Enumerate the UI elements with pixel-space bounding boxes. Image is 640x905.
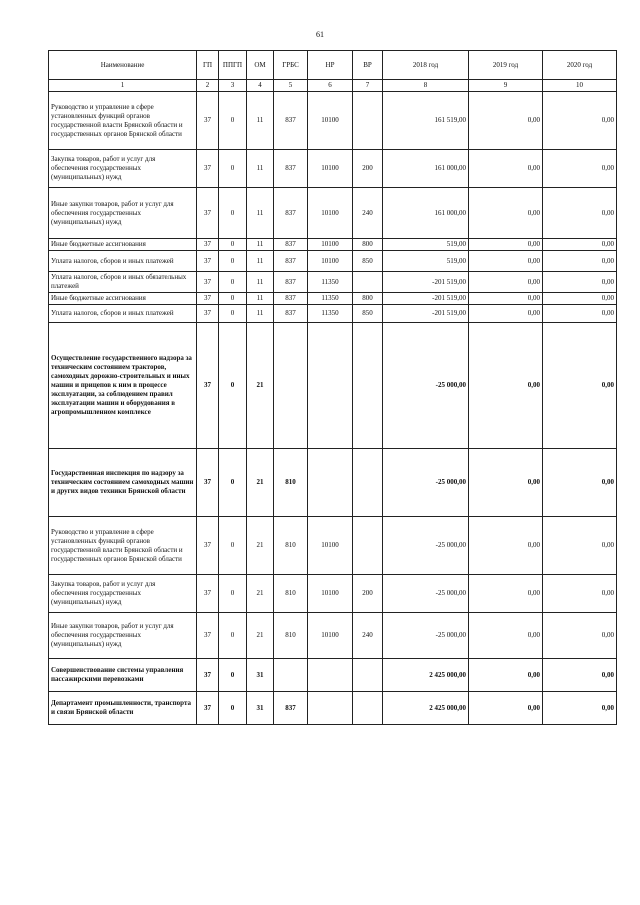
row-ppgp: 0 <box>219 305 247 323</box>
row-2020: 0,00 <box>543 692 617 725</box>
header-vr: ВР <box>353 51 383 80</box>
row-ppgp: 0 <box>219 272 247 293</box>
row-vr: 800 <box>353 239 383 251</box>
row-nr <box>308 692 353 725</box>
row-2018: -201 519,00 <box>383 293 469 305</box>
row-2019: 0,00 <box>469 575 543 613</box>
table-row <box>49 251 617 272</box>
row-om: 31 <box>247 692 274 725</box>
row-2020: 0,00 <box>543 92 617 150</box>
row-2020: 0,00 <box>543 659 617 692</box>
row-name: Руководство и управление в сфере установленных функций органов государственной власти Брянской области и государственных органов Брянской области <box>49 92 197 150</box>
column-number: 5 <box>274 80 308 92</box>
row-gp: 37 <box>197 305 219 323</box>
row-om: 11 <box>247 239 274 251</box>
table-row <box>49 323 617 449</box>
row-nr: 10100 <box>308 188 353 239</box>
row-nr: 10100 <box>308 150 353 188</box>
row-grbs: 837 <box>274 150 308 188</box>
row-2020: 0,00 <box>543 323 617 449</box>
table-row <box>49 517 617 575</box>
row-om: 21 <box>247 517 274 575</box>
row-grbs: 837 <box>274 272 308 293</box>
row-name: Департамент промышленности, транспорта и связи Брянской области <box>49 692 197 725</box>
header-2020: 2020 год <box>543 51 617 80</box>
row-vr <box>353 272 383 293</box>
page-number: 61 <box>316 30 324 39</box>
row-2018: -201 519,00 <box>383 305 469 323</box>
table-row <box>49 150 617 188</box>
row-2020: 0,00 <box>543 188 617 239</box>
row-2018: 519,00 <box>383 251 469 272</box>
row-nr: 10100 <box>308 92 353 150</box>
row-2018: -25 000,00 <box>383 517 469 575</box>
column-number: 9 <box>469 80 543 92</box>
row-om: 11 <box>247 293 274 305</box>
row-ppgp: 0 <box>219 613 247 659</box>
row-2020: 0,00 <box>543 305 617 323</box>
row-2019: 0,00 <box>469 251 543 272</box>
row-ppgp: 0 <box>219 323 247 449</box>
row-gp: 37 <box>197 293 219 305</box>
table-row <box>49 188 617 239</box>
row-vr: 240 <box>353 613 383 659</box>
row-name: Государственная инспекция по надзору за техническим состоянием самоходных машин и других видов техники Брянской области <box>49 449 197 517</box>
row-grbs: 810 <box>274 449 308 517</box>
row-2018: 519,00 <box>383 239 469 251</box>
row-grbs: 837 <box>274 305 308 323</box>
row-om: 21 <box>247 449 274 517</box>
table-body <box>49 92 617 725</box>
row-gp: 37 <box>197 517 219 575</box>
row-2019: 0,00 <box>469 305 543 323</box>
row-nr: 10100 <box>308 251 353 272</box>
row-2020: 0,00 <box>543 517 617 575</box>
row-ppgp: 0 <box>219 150 247 188</box>
row-nr: 10100 <box>308 239 353 251</box>
row-2019: 0,00 <box>469 517 543 575</box>
row-name: Иные бюджетные ассигнования <box>49 293 197 305</box>
budget-table <box>48 50 617 725</box>
row-gp: 37 <box>197 150 219 188</box>
header-nr: НР <box>308 51 353 80</box>
row-om: 31 <box>247 659 274 692</box>
row-2019: 0,00 <box>469 150 543 188</box>
row-ppgp: 0 <box>219 188 247 239</box>
row-gp: 37 <box>197 272 219 293</box>
row-2019: 0,00 <box>469 272 543 293</box>
row-2018: 161 000,00 <box>383 150 469 188</box>
row-2019: 0,00 <box>469 323 543 449</box>
row-grbs: 837 <box>274 251 308 272</box>
row-nr: 11350 <box>308 305 353 323</box>
row-2018: -201 519,00 <box>383 272 469 293</box>
row-2018: -25 000,00 <box>383 323 469 449</box>
row-name: Совершенствование системы управления пассажирскими перевозками <box>49 659 197 692</box>
row-2020: 0,00 <box>543 150 617 188</box>
row-ppgp: 0 <box>219 517 247 575</box>
row-nr <box>308 323 353 449</box>
row-2019: 0,00 <box>469 188 543 239</box>
row-2020: 0,00 <box>543 272 617 293</box>
table-row <box>49 305 617 323</box>
column-number: 7 <box>353 80 383 92</box>
row-gp: 37 <box>197 251 219 272</box>
row-vr <box>353 692 383 725</box>
column-number: 2 <box>197 80 219 92</box>
row-ppgp: 0 <box>219 293 247 305</box>
row-grbs: 837 <box>274 92 308 150</box>
row-2018: -25 000,00 <box>383 575 469 613</box>
row-ppgp: 0 <box>219 659 247 692</box>
row-gp: 37 <box>197 449 219 517</box>
row-2018: -25 000,00 <box>383 613 469 659</box>
row-gp: 37 <box>197 188 219 239</box>
row-name: Иные бюджетные ассигнования <box>49 239 197 251</box>
row-ppgp: 0 <box>219 575 247 613</box>
row-2018: 2 425 000,00 <box>383 692 469 725</box>
row-grbs <box>274 659 308 692</box>
header-name: Наименование <box>49 51 197 80</box>
row-grbs: 810 <box>274 517 308 575</box>
row-ppgp: 0 <box>219 449 247 517</box>
column-number: 8 <box>383 80 469 92</box>
row-grbs <box>274 323 308 449</box>
row-2019: 0,00 <box>469 293 543 305</box>
row-vr <box>353 92 383 150</box>
row-vr <box>353 323 383 449</box>
header-2019: 2019 год <box>469 51 543 80</box>
row-2018: 161 519,00 <box>383 92 469 150</box>
header-gp: ГП <box>197 51 219 80</box>
row-name: Осуществление государственного надзора за техническим состоянием тракторов, самоходных дорожно-строительных и иных машин и прицепов к ним в процессе эксплуатации, за соблюдением правил эксплуатации машин и оборудования в агропромышленном комплексе <box>49 323 197 449</box>
row-grbs: 810 <box>274 575 308 613</box>
row-2018: -25 000,00 <box>383 449 469 517</box>
row-vr: 240 <box>353 188 383 239</box>
row-grbs: 837 <box>274 293 308 305</box>
header-grbs: ГРБС <box>274 51 308 80</box>
row-gp: 37 <box>197 575 219 613</box>
row-gp: 37 <box>197 613 219 659</box>
table-row <box>49 92 617 150</box>
row-gp: 37 <box>197 659 219 692</box>
header-2018: 2018 год <box>383 51 469 80</box>
table-row <box>49 449 617 517</box>
row-om: 11 <box>247 188 274 239</box>
row-om: 11 <box>247 150 274 188</box>
row-name: Закупка товаров, работ и услуг для обеспечения государственных (муниципальных) нужд <box>49 150 197 188</box>
table-row <box>49 613 617 659</box>
row-2020: 0,00 <box>543 239 617 251</box>
table-row <box>49 293 617 305</box>
row-2019: 0,00 <box>469 659 543 692</box>
row-grbs: 837 <box>274 692 308 725</box>
row-name: Уплата налогов, сборов и иных платежей <box>49 251 197 272</box>
row-gp: 37 <box>197 239 219 251</box>
row-vr: 850 <box>353 305 383 323</box>
table-row <box>49 272 617 293</box>
row-grbs: 837 <box>274 239 308 251</box>
row-grbs: 810 <box>274 613 308 659</box>
row-ppgp: 0 <box>219 92 247 150</box>
column-number: 1 <box>49 80 197 92</box>
row-ppgp: 0 <box>219 692 247 725</box>
row-gp: 37 <box>197 92 219 150</box>
row-om: 11 <box>247 305 274 323</box>
row-name: Уплата налогов, сборов и иных обязательных платежей <box>49 272 197 293</box>
row-name: Закупка товаров, работ и услуг для обеспечения государственных (муниципальных) нужд <box>49 575 197 613</box>
row-2019: 0,00 <box>469 449 543 517</box>
row-2019: 0,00 <box>469 239 543 251</box>
column-number: 6 <box>308 80 353 92</box>
row-name: Иные закупки товаров, работ и услуг для обеспечения государственных (муниципальных) нужд <box>49 613 197 659</box>
row-vr: 850 <box>353 251 383 272</box>
row-nr: 10100 <box>308 517 353 575</box>
row-nr: 11350 <box>308 293 353 305</box>
row-2019: 0,00 <box>469 692 543 725</box>
row-om: 11 <box>247 92 274 150</box>
row-gp: 37 <box>197 323 219 449</box>
row-om: 21 <box>247 323 274 449</box>
row-2020: 0,00 <box>543 251 617 272</box>
row-2018: 161 000,00 <box>383 188 469 239</box>
table-row <box>49 659 617 692</box>
header-row <box>49 51 617 80</box>
row-grbs: 837 <box>274 188 308 239</box>
row-2018: 2 425 000,00 <box>383 659 469 692</box>
row-ppgp: 0 <box>219 239 247 251</box>
row-nr <box>308 449 353 517</box>
table-row <box>49 692 617 725</box>
row-name: Иные закупки товаров, работ и услуг для обеспечения государственных (муниципальных) нужд <box>49 188 197 239</box>
table-row <box>49 239 617 251</box>
row-nr: 11350 <box>308 272 353 293</box>
column-number: 3 <box>219 80 247 92</box>
row-vr <box>353 659 383 692</box>
row-name: Руководство и управление в сфере установленных функций органов государственной власти Брянской области и государственных органов Брянской области <box>49 517 197 575</box>
table-row <box>49 575 617 613</box>
column-number-row <box>49 80 617 92</box>
column-number: 4 <box>247 80 274 92</box>
row-name: Уплата налогов, сборов и иных платежей <box>49 305 197 323</box>
row-vr <box>353 517 383 575</box>
row-2020: 0,00 <box>543 449 617 517</box>
row-vr: 800 <box>353 293 383 305</box>
row-2019: 0,00 <box>469 613 543 659</box>
row-nr: 10100 <box>308 575 353 613</box>
row-om: 11 <box>247 272 274 293</box>
row-nr: 10100 <box>308 613 353 659</box>
row-vr: 200 <box>353 575 383 613</box>
row-om: 21 <box>247 575 274 613</box>
header-ppgp: ППГП <box>219 51 247 80</box>
row-om: 11 <box>247 251 274 272</box>
row-2020: 0,00 <box>543 575 617 613</box>
row-gp: 37 <box>197 692 219 725</box>
row-om: 21 <box>247 613 274 659</box>
row-2019: 0,00 <box>469 92 543 150</box>
row-nr <box>308 659 353 692</box>
row-vr <box>353 449 383 517</box>
row-2020: 0,00 <box>543 613 617 659</box>
header-om: ОМ <box>247 51 274 80</box>
row-2020: 0,00 <box>543 293 617 305</box>
column-number: 10 <box>543 80 617 92</box>
row-ppgp: 0 <box>219 251 247 272</box>
row-vr: 200 <box>353 150 383 188</box>
